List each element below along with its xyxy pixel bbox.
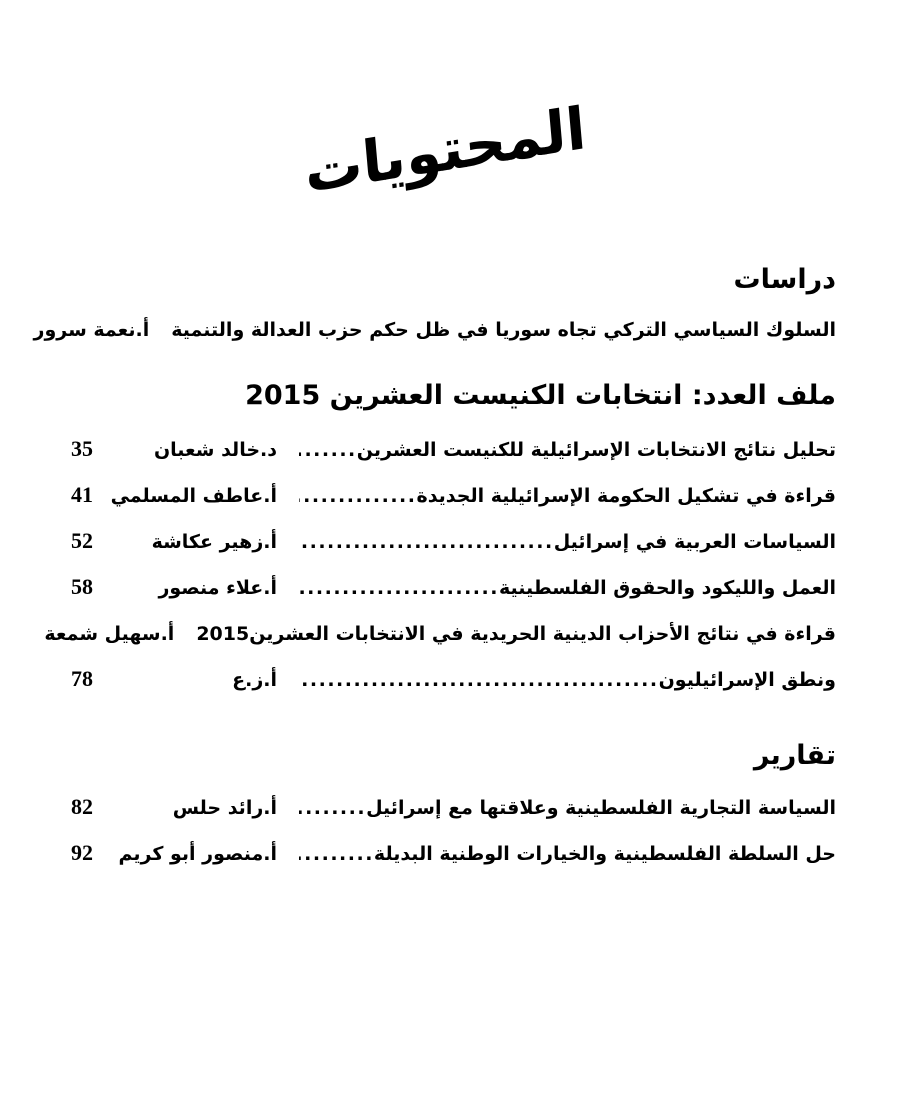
entry-author: أ.سهيل شمعة <box>45 623 176 645</box>
toc-entry <box>56 666 837 698</box>
toc-entry <box>56 482 837 514</box>
entry-page-number: 41 <box>72 482 94 507</box>
entry-page-number: 92 <box>72 840 94 865</box>
section-heading-reports: تقارير <box>754 740 837 771</box>
contents-title-block <box>56 93 837 230</box>
dot-leader <box>300 485 417 507</box>
issue-file-entries <box>45 436 837 698</box>
contents-title: المحتويات <box>303 93 590 207</box>
entry-title: تحليل نتائج الانتخابات الإسرائيلية للكنيست العشرين <box>357 439 837 461</box>
entry-title: السياسات العربية في إسرائيل <box>554 531 837 553</box>
entry-title: العمل والليكود والحقوق الفلسطينية <box>499 577 837 599</box>
entry-author: أ.رائد حلس <box>173 797 278 819</box>
entry-page-number: 82 <box>72 794 94 819</box>
dot-leader <box>300 439 358 461</box>
entry-page-number: 52 <box>72 528 94 553</box>
toc-entry <box>56 528 837 560</box>
toc-entry <box>45 620 837 652</box>
entry-author: أ.نعمة سرور <box>34 319 151 341</box>
entry-title: السياسة التجارية الفلسطينية وعلاقتها مع إسرائيل <box>367 797 837 819</box>
entry-author: أ.منصور أبو كريم <box>119 843 278 865</box>
studies-entries <box>34 316 837 348</box>
reports-entries <box>56 794 837 872</box>
entry-author: أ.علاء منصور <box>159 577 278 599</box>
dot-leader <box>300 577 500 599</box>
entry-title: قراءة في نتائج الأحزاب الدينية الحريدية في الانتخابات العشرين2015 <box>197 623 837 645</box>
section-heading-studies: دراسات <box>734 264 837 295</box>
entry-title: حل السلطة الفلسطينية والخيارات الوطنية البديلة <box>374 843 837 865</box>
dot-leader <box>300 669 660 691</box>
dot-leader <box>300 531 555 553</box>
entry-author: د.خالد شعبان <box>154 439 278 461</box>
dot-leader <box>300 797 367 819</box>
toc-entry <box>56 436 837 468</box>
entry-title: السلوك السياسي التركي تجاه سوريا في ظل حكم حزب العدالة والتنمية <box>172 319 837 341</box>
entry-title: قراءة في تشكيل الحكومة الإسرائيلية الجديدة <box>417 485 837 507</box>
entry-page-number: 58 <box>72 574 94 599</box>
toc-entry <box>34 316 837 348</box>
toc-entry <box>56 574 837 606</box>
toc-page <box>0 93 903 1116</box>
toc-entry <box>56 794 837 826</box>
toc-entry <box>56 840 837 872</box>
entry-author: أ.زهير عكاشة <box>152 531 278 553</box>
section-heading-issue-file: ملف العدد: انتخابات الكنيست العشرين 2015 <box>246 380 837 411</box>
entry-page-number: 35 <box>72 436 94 461</box>
entry-author: أ.ز.ع <box>233 669 278 691</box>
entry-title: ونطق الإسرائيليون <box>659 669 837 691</box>
dot-leader <box>300 843 375 865</box>
entry-page-number: 78 <box>72 666 94 691</box>
entry-author: أ.عاطف المسلمي <box>111 485 278 507</box>
entry-page-number <box>0 620 7 646</box>
